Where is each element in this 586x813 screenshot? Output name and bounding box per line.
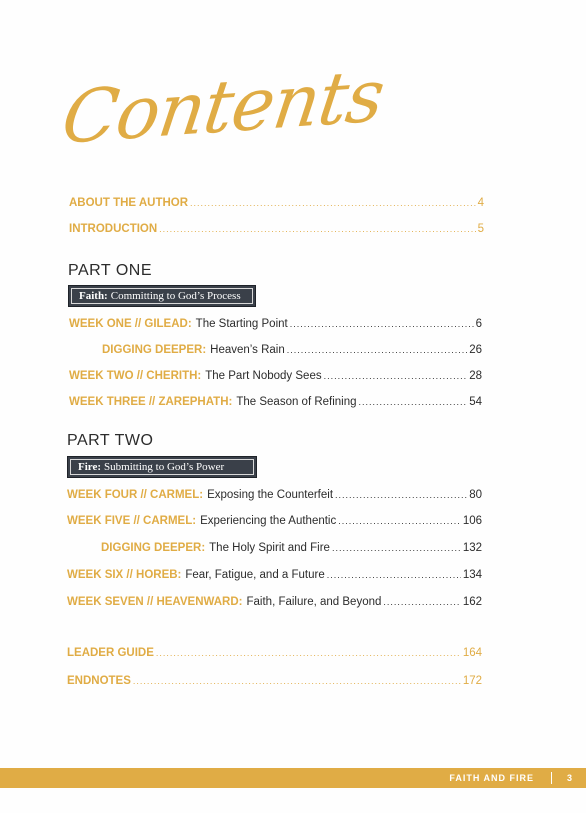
leader-dots (324, 371, 468, 381)
toc-entry-leader-guide[interactable] (67, 647, 482, 659)
leader-dots (290, 319, 474, 329)
toc-page-number: 164 (462, 647, 482, 659)
theme-text: Committing to God’s Process (110, 290, 241, 302)
toc-entry-week-five[interactable] (67, 515, 482, 527)
toc-entry-label: LEADER GUIDE (67, 647, 154, 659)
leader-dots (287, 345, 467, 355)
toc-page-number: 162 (462, 596, 482, 608)
toc-entry-subtitle: Faith, Failure, and Beyond (246, 596, 382, 608)
toc-entry-digging-deeper-2[interactable] (101, 542, 482, 554)
toc-page-number: 106 (462, 515, 482, 527)
toc-entry-subtitle: Exposing the Counterfeit (207, 489, 334, 501)
toc-entry-endnotes[interactable] (67, 675, 482, 687)
theme-label: Faith: (79, 290, 108, 302)
toc-entry-about-author[interactable] (69, 197, 484, 209)
toc-entry-subtitle: Experiencing the Authentic (200, 515, 337, 527)
footer-bar (0, 768, 586, 788)
toc-entry-label: INTRODUCTION (69, 223, 158, 235)
leader-dots (327, 570, 461, 580)
toc-entry-label: WEEK FOUR // CARMEL: (67, 489, 204, 501)
toc-page-number: 28 (469, 370, 482, 382)
leader-dots (383, 597, 460, 607)
leader-dots (156, 648, 461, 658)
toc-entry-label: WEEK SEVEN // HEAVENWARD: (67, 596, 243, 608)
toc-entry-week-four[interactable] (67, 489, 482, 501)
toc-entry-label: WEEK ONE // GILEAD: (69, 318, 192, 330)
leader-dots (190, 198, 476, 208)
part-one-theme-box (68, 285, 256, 307)
leader-dots (133, 676, 461, 686)
toc-page-number: 132 (462, 542, 482, 554)
leader-dots (359, 397, 468, 407)
toc-entry-subtitle: The Season of Refining (236, 396, 357, 408)
toc-entry-digging-deeper-1[interactable] (102, 344, 482, 356)
toc-entry-week-three[interactable] (69, 396, 482, 408)
page-title: Contents (57, 52, 389, 161)
toc-entry-label: WEEK SIX // HOREB: (67, 569, 182, 581)
toc-entry-subtitle: Fear, Fatigue, and a Future (185, 569, 325, 581)
toc-entry-subtitle: The Starting Point (195, 318, 288, 330)
toc-entry-week-six[interactable] (67, 569, 482, 581)
theme-text: Submitting to God’s Power (104, 461, 225, 473)
toc-page-number: 4 (477, 197, 484, 209)
toc-entry-label: WEEK TWO // CHERITH: (69, 370, 202, 382)
toc-entry-subtitle: The Part Nobody Sees (205, 370, 322, 382)
toc-entry-week-seven[interactable] (67, 596, 482, 608)
footer-divider (551, 772, 553, 784)
toc-entry-label: WEEK FIVE // CARMEL: (67, 515, 197, 527)
toc-entry-label: ABOUT THE AUTHOR (69, 197, 189, 209)
toc-entry-week-two[interactable] (69, 370, 482, 382)
toc-page-number: 172 (462, 675, 482, 687)
toc-page-number: 134 (462, 569, 482, 581)
toc-entry-label: ENDNOTES (67, 675, 131, 687)
toc-entry-week-one[interactable] (69, 318, 482, 330)
leader-dots (332, 543, 461, 553)
toc-page-number: 6 (475, 318, 482, 330)
footer-book-title: FAITH AND FIRE (449, 773, 534, 783)
part-two-theme-box (67, 456, 257, 478)
footer-page-number: 3 (566, 773, 572, 783)
toc-entry-label: DIGGING DEEPER: (102, 344, 207, 356)
toc-entry-label: WEEK THREE // ZAREPHATH: (69, 396, 233, 408)
part-one-heading: PART ONE (68, 262, 153, 279)
leader-dots (338, 516, 461, 526)
leader-dots (335, 490, 467, 500)
toc-page-number: 80 (469, 489, 482, 501)
toc-page-number: 26 (469, 344, 482, 356)
theme-label: Fire: (78, 461, 102, 473)
toc-page-number: 54 (469, 396, 482, 408)
leader-dots (159, 224, 475, 234)
toc-entry-label: DIGGING DEEPER: (101, 542, 206, 554)
toc-entry-introduction[interactable] (69, 223, 484, 235)
toc-entry-subtitle: The Holy Spirit and Fire (209, 542, 330, 554)
toc-page-number: 5 (477, 223, 484, 235)
toc-entry-subtitle: Heaven’s Rain (210, 344, 285, 356)
part-two-heading: PART TWO (67, 432, 154, 449)
